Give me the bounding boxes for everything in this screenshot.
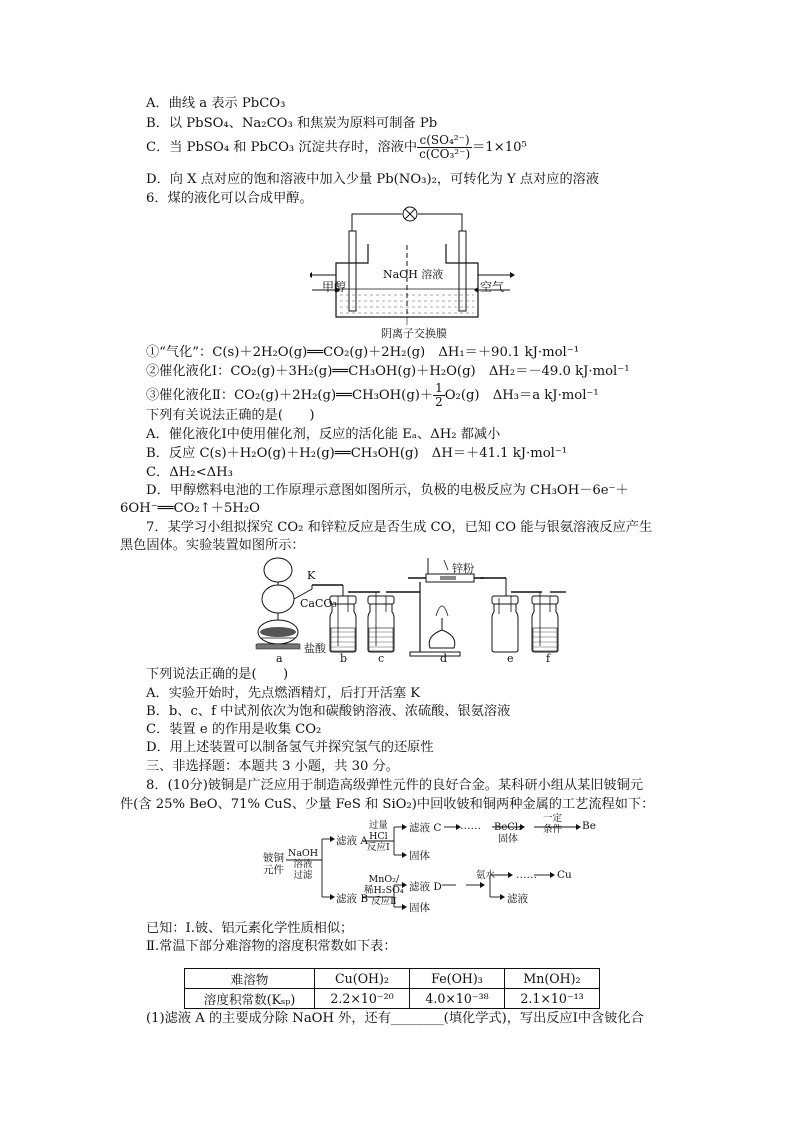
flow-hcl-reagent — [367, 820, 390, 853]
q8-subquestion-1: (1)滤液 A 的主要成分除 NaOH 外，还有________(填化学式)，写出反应Ⅰ中含铍化合 — [146, 1011, 644, 1026]
flow-be-product: Be — [582, 820, 596, 832]
flow-dots-2: …… — [516, 869, 537, 881]
q6-option-b: B．反应 C(s)＋H₂O(g)＋H₂(g)══CH₃OH(g) ΔH＝＋41.1 kJ·mol⁻¹ — [146, 446, 568, 461]
flow-naoh-solution: 溶液 — [293, 859, 313, 870]
flow-solid-1: 固体 — [409, 850, 430, 862]
fuel-cell-membrane-label: 阴离子交换膜 — [381, 327, 447, 340]
ksp-table-header — [185, 969, 600, 989]
flow-start-line-2: 元件 — [263, 864, 284, 876]
valve-k-label: K — [307, 569, 316, 582]
flow-ammonia: 氨水 — [476, 870, 496, 881]
q5-option-a: A．曲线 a 表示 PbCO₃ — [146, 96, 286, 111]
apparatus-b-label: b — [340, 652, 348, 665]
q6-eq-1: ①“气化”：C(s)＋2H₂O(g)══CO₂(g)＋2H₂(g) ΔH₁＝＋90.1 kJ·mol⁻¹ — [146, 345, 579, 360]
flow-naoh: NaOH — [288, 848, 319, 859]
apparatus-f-label: f — [546, 652, 551, 665]
q6-option-d-line-2: 6OH⁻══CO₂↑＋5H₂O — [120, 501, 260, 516]
flow-becl2: BeCl₂ — [494, 822, 523, 833]
q8-known-2: Ⅱ.常温下部分难溶物的溶度积常数如下表： — [146, 939, 397, 954]
ksp-header-cell: Cu(OH)₂ — [315, 969, 410, 989]
q5-option-c-numerator: c(SO₄²⁻) — [417, 134, 472, 148]
q8-stem-line-2: 件(含 25% BeO、71% CuS、少量 FeS 和 SiO₂)中回收铍和铜两种金属的工艺流程如下： — [120, 797, 655, 812]
q5-option-c-text: C．当 PbSO₄ 和 PbCO₃ 沉淀共存时，溶液中 — [146, 140, 418, 155]
ksp-row-cell: 2.2×10⁻²⁰ — [315, 989, 410, 1009]
flow-filtrate-b: 滤液 B — [336, 893, 369, 905]
caco3-label: CaCO₃ — [300, 597, 337, 610]
ksp-header-cell: Fe(OH)₃ — [410, 969, 505, 989]
lamp-icon — [403, 207, 417, 221]
flow-start-line-1: 铍铜 — [263, 852, 284, 864]
q6-option-c: C．ΔH₂<ΔH₃ — [146, 465, 233, 480]
q5-option-c-value: ＝1×10⁵ — [472, 140, 527, 155]
q6-option-a: A．催化液化Ⅰ中使用催化剂，反应的活化能 Eₐ、ΔH₂ 都减小 — [146, 427, 501, 442]
q7-stem-line-1: 7．某学习小组拟探究 CO₂ 和锌粒反应是否生成 CO，已知 CO 能与银氨溶液反应产生 — [146, 520, 653, 535]
zinc-label: 锌粉 — [452, 562, 474, 575]
q7-stem-line-2: 黑色固体。实验装置如图所示： — [120, 538, 305, 553]
flow-cu-product: Cu — [557, 869, 572, 881]
acid-label: 盐酸 — [304, 642, 326, 655]
q6-stem: 6．煤的液化可以合成甲醇。 — [146, 191, 313, 206]
q5-option-b: B．以 PbSO₄、Na₂CO₃ 和焦炭为原料可制备 Pb — [146, 116, 438, 131]
q7-option-c: C．装置 e 的作用是收集 CO₂ — [146, 722, 322, 737]
ksp-table — [184, 968, 600, 1009]
flow-reaction-1: 反应Ⅰ — [367, 842, 390, 853]
q6-eq-3-numerator: 1 — [435, 381, 443, 395]
ksp-header-cell: 难溶物 — [185, 969, 315, 989]
flow-filtrate-a: 滤液 A — [336, 835, 368, 847]
q6-question: 下列有关说法正确的是( ) — [146, 408, 315, 423]
q7-option-d: D．用上述装置可以制备氢气并探究氢气的还原性 — [146, 740, 434, 755]
q6-eq-3-fraction — [433, 382, 445, 409]
flow-condition-2: 条件 — [543, 824, 563, 835]
flow-condition — [543, 813, 562, 835]
apparatus-diagram — [248, 552, 568, 664]
ksp-table-row — [185, 989, 600, 1009]
flow-mno2-reagent — [364, 874, 404, 907]
flow-dots-1: …… — [460, 820, 481, 832]
flow-becl2-solid-label: 固体 — [498, 834, 519, 845]
q6-eq-3-tail: O₂(g) ΔH₃＝a kJ·mol⁻¹ — [444, 388, 599, 403]
flow-becl2-solid — [494, 822, 522, 846]
q6-eq-3-denominator: 2 — [435, 395, 443, 409]
ksp-row-cell: 2.1×10⁻¹³ — [505, 989, 600, 1009]
apparatus-d-label: d — [440, 652, 448, 665]
flow-dilute-h2so4: 稀H₂SO₄ — [364, 885, 404, 896]
apparatus-a-label: a — [276, 652, 283, 665]
q6-eq-3 — [146, 382, 599, 409]
ksp-row-cell: 4.0×10⁻³⁸ — [410, 989, 505, 1009]
flow-filter: 过滤 — [293, 870, 313, 881]
section-3-heading: 三、非选择题：本题共 3 小题，共 30 分。 — [146, 759, 399, 774]
fuel-cell-solution-label: NaOH 溶液 — [383, 268, 444, 281]
flow-reaction-2: 反应Ⅱ — [371, 896, 397, 907]
q6-option-d-line-1: D．甲醇燃料电池的工作原理示意图如图所示，负极的电极反应为 CH₃OH－6e⁻＋ — [146, 483, 629, 498]
q5-option-d: D．向 X 点对应的饱和溶液中加入少量 Pb(NO₃)₂，可转化为 Y 点对应的溶液 — [146, 172, 600, 187]
q5-option-c-fraction — [417, 134, 472, 161]
flow-reagent-naoh — [288, 848, 318, 881]
flow-condition-1: 一定 — [543, 813, 563, 824]
q6-eq-3-text: ③催化液化Ⅱ：CO₂(g)＋2H₂(g)══CH₃OH(g)＋ — [146, 388, 434, 403]
ksp-row-cell: 溶度积常数(Kₛₚ) — [185, 989, 315, 1009]
q7-option-a: A．实验开始时，先点燃酒精灯，后打开活塞 K — [146, 686, 421, 701]
flow-filtrate-d: 滤液 D — [409, 881, 442, 893]
flow-start — [263, 852, 284, 876]
flow-mno2: MnO₂/ — [368, 874, 400, 885]
apparatus-e-label: e — [507, 652, 514, 665]
q8-stem-line-1: 8．(10分)铍铜是广泛应用于制造高级弹性元件的良好合金。某科研小组从某旧铍铜元 — [146, 778, 644, 793]
flow-filtrate-end: 滤液 — [507, 893, 528, 905]
q7-question: 下列说法正确的是( ) — [146, 667, 289, 682]
fuel-cell-left-label: 甲醇 — [322, 280, 347, 294]
q5-option-c — [146, 134, 527, 161]
q8-known-1: 已知：Ⅰ.铍、铝元素化学性质相似； — [146, 921, 354, 936]
flow-hcl-excess: 过量 — [368, 820, 388, 831]
fuel-cell-right-label: 空气 — [480, 280, 505, 294]
flow-solid-2: 固体 — [409, 902, 430, 914]
flow-filtrate-c: 滤液 C — [409, 822, 442, 834]
q7-option-b: B．b、c、f 中试剂依次为饱和碳酸钠溶液、浓硫酸、银氨溶液 — [146, 704, 511, 719]
ksp-header-cell: Mn(OH)₂ — [505, 969, 600, 989]
apparatus-c-label: c — [378, 652, 385, 665]
q5-option-c-denominator: c(CO₃²⁻) — [419, 147, 471, 161]
flow-hcl: HCl — [369, 831, 388, 842]
q6-eq-2: ②催化液化Ⅰ：CO₂(g)＋3H₂(g)══CH₃OH(g)＋H₂O(g) ΔH₂＝－49.0 kJ·mol⁻¹ — [146, 364, 630, 379]
